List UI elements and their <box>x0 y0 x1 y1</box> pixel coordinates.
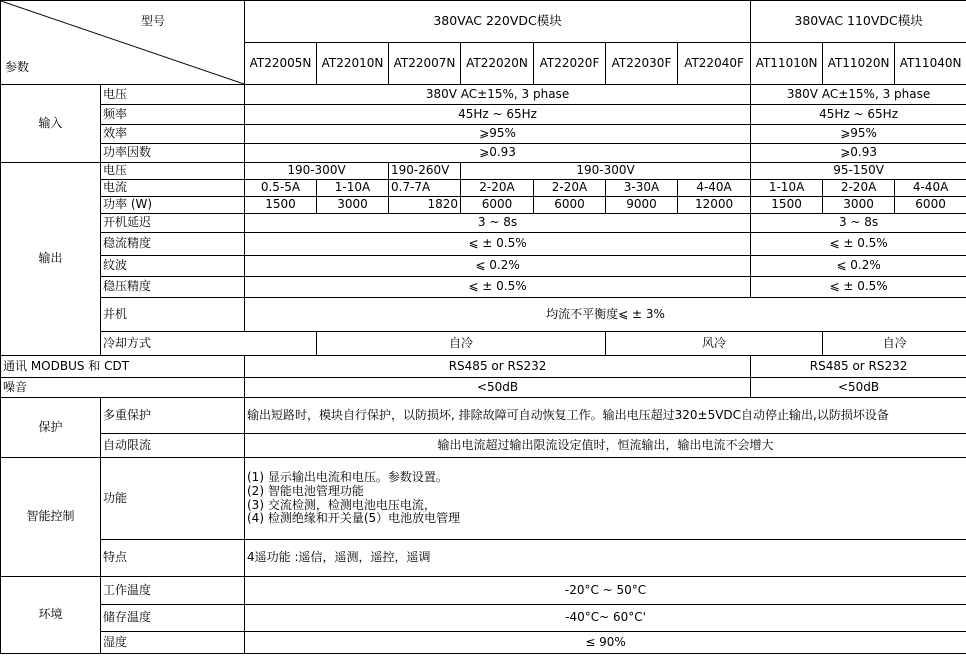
output-cur-acc-220: ⩽ ± 0.5% <box>245 233 751 256</box>
smart-section-label: 智能控制 <box>1 458 101 577</box>
protection-limit-label: 自动限流 <box>101 434 245 458</box>
env-hum-value: ≤ 90% <box>245 632 966 654</box>
output-current-cell: 2-20A <box>823 180 895 197</box>
input-freq-220: 45Hz ~ 65Hz <box>245 105 751 125</box>
input-pf-220: ⩾0.93 <box>245 144 751 163</box>
protection-section-label: 保护 <box>1 398 101 458</box>
output-current-cell: 1-10A <box>317 180 389 197</box>
output-startup-220: 3 ~ 8s <box>245 214 751 233</box>
input-freq-110: 45Hz ~ 65Hz <box>751 105 966 125</box>
input-eff-110: ⩾95% <box>751 125 966 144</box>
diagonal-divider <box>1 1 244 84</box>
output-power-cell: 6000 <box>895 197 966 214</box>
output-volt-acc-220: ⩽ ± 0.5% <box>245 277 751 298</box>
comm-label: 通讯 MODBUS 和 CDT <box>1 356 245 378</box>
model-label: 型号 <box>141 14 166 28</box>
noise-110: <50dB <box>751 378 966 398</box>
smart-feat-value: 4遥功能 :遥信，遥测，遥控，遥调 <box>245 540 966 577</box>
noise-220: <50dB <box>245 378 751 398</box>
model-header: AT22030F <box>606 43 678 85</box>
cooling-natural-a: 自冷 <box>317 332 606 356</box>
smart-feat-label: 特点 <box>101 540 245 577</box>
output-current-cell: 3-30A <box>606 180 678 197</box>
output-current-cell: 2-20A <box>461 180 534 197</box>
model-header: AT22007N <box>389 43 461 85</box>
env-section-label: 环境 <box>1 577 101 654</box>
protection-multi-label: 多重保护 <box>101 398 245 434</box>
output-power-label: 功率 (W) <box>101 197 245 214</box>
env-work-label: 工作温度 <box>101 577 245 605</box>
input-pf-110: ⩾0.93 <box>751 144 966 163</box>
output-voltage-d: 95-150V <box>751 163 966 180</box>
smart-func-line: (2) 智能电池管理功能 <box>247 483 364 498</box>
model-header: AT11040N <box>895 43 966 85</box>
output-power-cell: 12000 <box>678 197 751 214</box>
output-voltage-b: 190-260V <box>389 163 461 180</box>
output-current-label: 电流 <box>101 180 245 197</box>
input-voltage-label: 电压 <box>101 85 245 105</box>
output-voltage-c: 190-300V <box>461 163 751 180</box>
output-voltage-a: 190-300V <box>245 163 389 180</box>
noise-label: 噪音 <box>1 378 245 398</box>
output-power-cell: 9000 <box>606 197 678 214</box>
smart-func-label: 功能 <box>101 458 245 540</box>
input-eff-label: 效率 <box>101 125 245 144</box>
output-cur-acc-110: ⩽ ± 0.5% <box>751 233 966 256</box>
output-current-cell: 2-20A <box>534 180 606 197</box>
output-power-cell: 1500 <box>245 197 317 214</box>
input-freq-label: 频率 <box>101 105 245 125</box>
model-header: AT22020F <box>534 43 606 85</box>
output-power-cell: 3000 <box>823 197 895 214</box>
output-ripple-label: 纹波 <box>101 256 245 277</box>
cooling-fan: 风冷 <box>606 332 823 356</box>
smart-func-lines <box>245 458 966 540</box>
param-label: 参数 <box>5 60 30 74</box>
protection-multi-value: 输出短路时，模块自行保护，以防损坏, 排除故障可自动恢复工作。输出电压超过320±5VDC自动停止输出,以防损坏设备 <box>245 398 966 434</box>
comm-220: RS485 or RS232 <box>245 356 751 378</box>
model-header: AT22005N <box>245 43 317 85</box>
output-voltage-label: 电压 <box>101 163 245 180</box>
output-parallel-label: 并机 <box>101 298 245 332</box>
input-section-label: 输入 <box>1 85 101 163</box>
output-power-cell: 6000 <box>461 197 534 214</box>
smart-func-line: (4) 检测绝缘和开关量(5）电池放电管理 <box>247 511 461 526</box>
model-header: AT11010N <box>751 43 823 85</box>
output-power-cell: 1820 <box>389 197 461 214</box>
protection-limit-value: 输出电流超过输出限流设定值时，恒流输出，输出电流不会增大 <box>245 434 966 458</box>
input-voltage-110: 380V AC±15%, 3 phase <box>751 85 966 105</box>
output-ripple-110: ⩽ 0.2% <box>751 256 966 277</box>
output-current-cell: 4-40A <box>895 180 966 197</box>
output-parallel-value: 均流不平衡度⩽ ± 3% <box>245 298 966 332</box>
comm-110: RS485 or RS232 <box>751 356 966 378</box>
output-power-cell: 3000 <box>317 197 389 214</box>
output-current-cell: 0.5-5A <box>245 180 317 197</box>
cooling-natural-b: 自冷 <box>823 332 966 356</box>
output-volt-acc-label: 稳压精度 <box>101 277 245 298</box>
output-ripple-220: ⩽ 0.2% <box>245 256 751 277</box>
output-power-cell: 6000 <box>534 197 606 214</box>
input-voltage-220: 380V AC±15%, 3 phase <box>245 85 751 105</box>
model-header: AT22040F <box>678 43 751 85</box>
model-header: AT11020N <box>823 43 895 85</box>
env-hum-label: 湿度 <box>101 632 245 654</box>
output-current-cell: 0.7-7A <box>389 180 461 197</box>
header-diagonal-cell <box>1 1 245 85</box>
model-header: AT22010N <box>317 43 389 85</box>
env-work-value: -20°C ~ 50°C <box>245 577 966 605</box>
cooling-label: 冷却方式 <box>101 332 317 356</box>
input-pf-label: 功率因数 <box>101 144 245 163</box>
smart-func-line: (3) 交流检测，检测电池电压电流， <box>247 497 436 512</box>
output-startup-110: 3 ~ 8s <box>751 214 966 233</box>
env-store-value: -40°C~ 60°C' <box>245 605 966 632</box>
output-current-cell: 4-40A <box>678 180 751 197</box>
group-110vdc-header: 380VAC 110VDC模块 <box>751 1 966 43</box>
model-header: AT22020N <box>461 43 534 85</box>
smart-func-line: (1) 显示输出电流和电压。参数设置。 <box>247 469 448 484</box>
output-cur-acc-label: 稳流精度 <box>101 233 245 256</box>
input-eff-220: ⩾95% <box>245 125 751 144</box>
group-220vdc-header: 380VAC 220VDC模块 <box>245 1 751 43</box>
output-power-cell: 1500 <box>751 197 823 214</box>
env-store-label: 储存温度 <box>101 605 245 632</box>
output-startup-label: 开机延迟 <box>101 214 245 233</box>
output-section-label: 输出 <box>1 163 101 356</box>
output-volt-acc-110: ⩽ ± 0.5% <box>751 277 966 298</box>
output-current-cell: 1-10A <box>751 180 823 197</box>
